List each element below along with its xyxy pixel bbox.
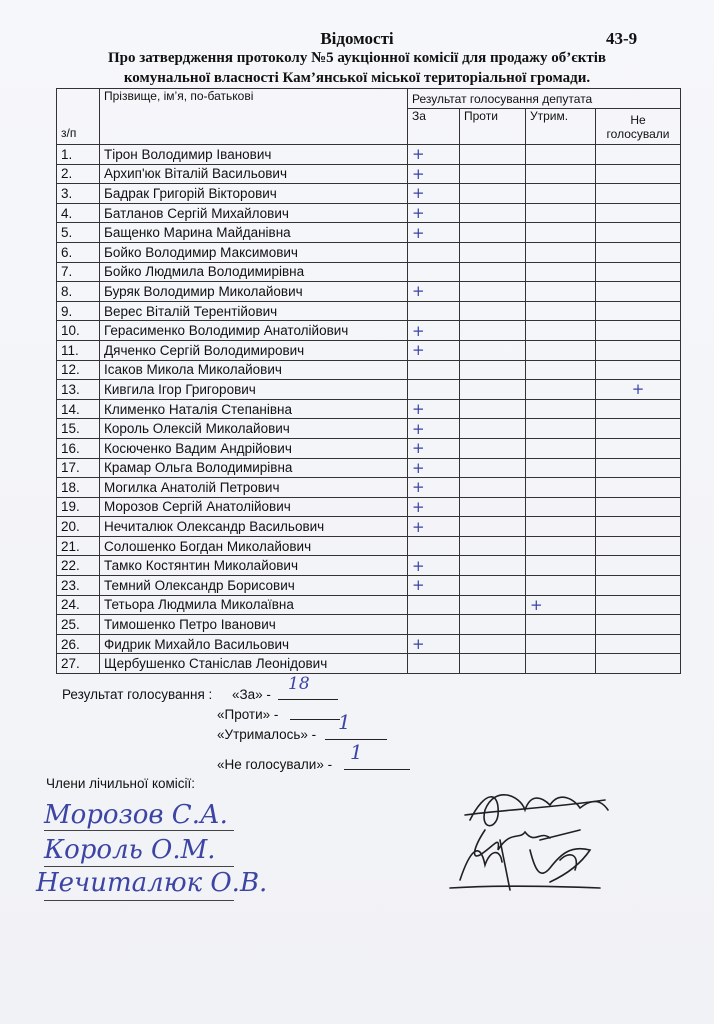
table-row <box>57 458 681 478</box>
row-vote-za <box>408 595 460 615</box>
row-name: Косюченко Вадим Андрійович <box>100 438 408 458</box>
member-signature-2-underline <box>44 866 234 867</box>
row-number: 11. <box>57 340 100 360</box>
row-vote-proty <box>460 595 526 615</box>
row-vote-proty <box>460 340 526 360</box>
row-vote-proty <box>460 654 526 674</box>
row-vote-ne <box>596 301 681 321</box>
row-number: 8. <box>57 282 100 302</box>
col-header-result: Результат голосування депутата <box>408 89 681 109</box>
row-vote-ne <box>596 262 681 282</box>
row-vote-utrym <box>526 203 596 223</box>
table-row <box>57 184 681 204</box>
row-vote-ne <box>596 184 681 204</box>
row-number: 20. <box>57 517 100 537</box>
results-ne-underline <box>344 769 410 770</box>
row-name: Бойко Володимир Максимович <box>100 242 408 262</box>
row-name: Батланов Сергій Михайлович <box>100 203 408 223</box>
row-vote-proty <box>460 399 526 419</box>
row-vote-proty <box>460 419 526 439</box>
table-row <box>57 262 681 282</box>
row-number: 23. <box>57 576 100 596</box>
row-vote-proty <box>460 184 526 204</box>
row-vote-utrym <box>526 321 596 341</box>
row-vote-za: + <box>408 478 460 498</box>
row-vote-proty <box>460 536 526 556</box>
row-number: 12. <box>57 360 100 380</box>
results-utrym-value: 1 <box>338 710 351 734</box>
voting-table <box>56 88 681 674</box>
row-vote-za: + <box>408 419 460 439</box>
row-vote-ne <box>596 282 681 302</box>
row-name: Морозов Сергій Анатолійович <box>100 497 408 517</box>
row-vote-ne <box>596 654 681 674</box>
row-vote-utrym <box>526 419 596 439</box>
col-header-utrym: Утрим. <box>526 109 596 145</box>
row-vote-utrym <box>526 223 596 243</box>
row-vote-proty <box>460 517 526 537</box>
document-subtitle-line1: Про затвердження протоколу №5 аукціонної комісії для продажу об’єктів <box>107 50 606 66</box>
row-name: Тамко Костянтин Миколайович <box>100 556 408 576</box>
row-vote-ne <box>596 478 681 498</box>
row-name: Бойко Людмила Володимирівна <box>100 262 408 282</box>
row-vote-utrym <box>526 438 596 458</box>
row-name: Король Олексій Миколайович <box>100 419 408 439</box>
results-ne-value: 1 <box>350 740 363 764</box>
row-vote-utrym <box>526 184 596 204</box>
row-vote-proty <box>460 556 526 576</box>
row-vote-za: + <box>408 321 460 341</box>
row-number: 2. <box>57 164 100 184</box>
table-row <box>57 615 681 635</box>
table-row <box>57 301 681 321</box>
row-vote-ne <box>596 242 681 262</box>
table-row <box>57 536 681 556</box>
row-vote-ne <box>596 321 681 341</box>
table-row <box>57 478 681 498</box>
row-vote-utrym <box>526 282 596 302</box>
row-vote-utrym: + <box>526 595 596 615</box>
row-vote-za <box>408 242 460 262</box>
row-name: Дяченко Сергій Володимирович <box>100 340 408 360</box>
row-vote-utrym <box>526 242 596 262</box>
row-number: 14. <box>57 399 100 419</box>
table-row <box>57 203 681 223</box>
row-vote-ne <box>596 399 681 419</box>
row-name: Клименко Наталія Степанівна <box>100 399 408 419</box>
row-vote-ne <box>596 517 681 537</box>
row-vote-utrym <box>526 340 596 360</box>
row-vote-ne <box>596 634 681 654</box>
row-vote-za: + <box>408 223 460 243</box>
table-row <box>57 321 681 341</box>
row-name: Буряк Володимир Миколайович <box>100 282 408 302</box>
row-vote-proty <box>460 223 526 243</box>
row-number: 7. <box>57 262 100 282</box>
table-row <box>57 164 681 184</box>
row-vote-utrym <box>526 556 596 576</box>
row-vote-ne <box>596 576 681 596</box>
results-za-value: 18 <box>288 674 310 694</box>
row-vote-za <box>408 615 460 635</box>
col-header-za: За <box>408 109 460 145</box>
row-name: Архип'юк Віталій Васильович <box>100 164 408 184</box>
row-vote-za <box>408 301 460 321</box>
row-vote-ne <box>596 536 681 556</box>
row-name: Кивгила Ігор Григорович <box>100 380 408 400</box>
row-vote-proty <box>460 576 526 596</box>
col-header-ne: Не голосували <box>596 109 681 145</box>
row-vote-proty <box>460 360 526 380</box>
member-signature-1: Морозов С.А. <box>44 800 228 830</box>
row-vote-ne <box>596 340 681 360</box>
member-signature-2: Король О.М. <box>44 835 216 865</box>
row-vote-utrym <box>526 497 596 517</box>
row-vote-ne <box>596 556 681 576</box>
results-proty-underline <box>290 719 340 720</box>
document-subtitle-line2: комунальної власності Кам’янської міської територіальної громади. <box>123 70 591 86</box>
table-row <box>57 438 681 458</box>
table-row <box>57 497 681 517</box>
row-name: Нечиталюк Олександр Васильович <box>100 517 408 537</box>
row-vote-za: + <box>408 282 460 302</box>
results-za-label: «За» - <box>232 687 271 702</box>
row-vote-za: + <box>408 399 460 419</box>
row-vote-za: + <box>408 634 460 654</box>
row-number: 24. <box>57 595 100 615</box>
table-row <box>57 399 681 419</box>
row-number: 21. <box>57 536 100 556</box>
row-vote-proty <box>460 203 526 223</box>
row-vote-proty <box>460 380 526 400</box>
row-name: Тірон Володимир Іванович <box>100 145 408 165</box>
row-vote-ne <box>596 203 681 223</box>
member-signature-1-underline <box>44 830 234 831</box>
row-number: 4. <box>57 203 100 223</box>
row-vote-utrym <box>526 536 596 556</box>
row-vote-proty <box>460 242 526 262</box>
row-vote-ne <box>596 595 681 615</box>
row-name: Герасименко Володимир Анатолійович <box>100 321 408 341</box>
row-vote-ne: + <box>596 380 681 400</box>
table-row <box>57 556 681 576</box>
row-vote-ne <box>596 497 681 517</box>
row-vote-proty <box>460 478 526 498</box>
row-vote-utrym <box>526 615 596 635</box>
row-vote-utrym <box>526 576 596 596</box>
row-vote-ne <box>596 438 681 458</box>
table-row <box>57 340 681 360</box>
member-signature-3: Нечиталюк О.В. <box>36 868 268 898</box>
table-row <box>57 419 681 439</box>
row-vote-za <box>408 360 460 380</box>
table-row <box>57 576 681 596</box>
row-name: Бащенко Марина Майданівна <box>100 223 408 243</box>
results-za-underline <box>278 699 338 700</box>
row-vote-za: + <box>408 203 460 223</box>
row-number: 10. <box>57 321 100 341</box>
row-vote-proty <box>460 145 526 165</box>
row-vote-ne <box>596 615 681 635</box>
row-vote-utrym <box>526 360 596 380</box>
row-number: 5. <box>57 223 100 243</box>
table-row <box>57 634 681 654</box>
row-vote-za: + <box>408 145 460 165</box>
row-name: Темний Олександр Борисович <box>100 576 408 596</box>
row-vote-utrym <box>526 399 596 419</box>
results-ne-label: «Не голосували» - <box>217 757 333 772</box>
row-vote-proty <box>460 615 526 635</box>
row-number: 25. <box>57 615 100 635</box>
row-vote-ne <box>596 164 681 184</box>
col-header-proty: Проти <box>460 109 526 145</box>
table-row <box>57 380 681 400</box>
row-vote-proty <box>460 321 526 341</box>
row-vote-za: + <box>408 556 460 576</box>
results-proty-label: «Проти» - <box>217 707 279 722</box>
row-vote-za: + <box>408 458 460 478</box>
table-row <box>57 145 681 165</box>
table-row <box>57 654 681 674</box>
row-vote-utrym <box>526 380 596 400</box>
row-vote-proty <box>460 438 526 458</box>
row-number: 18. <box>57 478 100 498</box>
row-vote-utrym <box>526 654 596 674</box>
row-vote-proty <box>460 262 526 282</box>
table-row <box>57 360 681 380</box>
row-number: 6. <box>57 242 100 262</box>
row-number: 17. <box>57 458 100 478</box>
table-row <box>57 242 681 262</box>
row-vote-za: + <box>408 517 460 537</box>
row-number: 19. <box>57 497 100 517</box>
row-name: Тетьора Людмила Миколаївна <box>100 595 408 615</box>
members-title: Члени лічильної комісії: <box>46 776 196 791</box>
row-vote-za <box>408 380 460 400</box>
results-utrym-label: «Утрималось» - <box>217 727 317 742</box>
row-vote-utrym <box>526 478 596 498</box>
row-name: Фидрик Михайло Васильович <box>100 634 408 654</box>
table-row <box>57 282 681 302</box>
row-number: 13. <box>57 380 100 400</box>
row-vote-proty <box>460 282 526 302</box>
row-number: 16. <box>57 438 100 458</box>
col-header-number: з/п <box>57 89 100 145</box>
row-name: Бадрак Григорій Вікторович <box>100 184 408 204</box>
row-vote-utrym <box>526 517 596 537</box>
row-vote-za: + <box>408 576 460 596</box>
row-vote-ne <box>596 145 681 165</box>
row-number: 3. <box>57 184 100 204</box>
row-vote-utrym <box>526 458 596 478</box>
row-name: Щербушенко Станіслав Леонідович <box>100 654 408 674</box>
row-number: 1. <box>57 145 100 165</box>
row-number: 15. <box>57 419 100 439</box>
row-name: Солошенко Богдан Миколайович <box>100 536 408 556</box>
row-vote-utrym <box>526 634 596 654</box>
row-vote-utrym <box>526 301 596 321</box>
row-vote-proty <box>460 301 526 321</box>
row-vote-proty <box>460 497 526 517</box>
row-number: 9. <box>57 301 100 321</box>
row-vote-za: + <box>408 164 460 184</box>
member-signature-3-underline <box>44 900 234 901</box>
row-vote-ne <box>596 419 681 439</box>
row-vote-za <box>408 262 460 282</box>
row-vote-za: + <box>408 497 460 517</box>
document-number: 43-9 <box>606 29 638 48</box>
row-number: 27. <box>57 654 100 674</box>
row-vote-ne <box>596 360 681 380</box>
table-row <box>57 517 681 537</box>
row-name: Крамар Ольга Володимирівна <box>100 458 408 478</box>
col-header-name: Прізвище, ім’я, по-батькові <box>100 89 408 145</box>
row-vote-za: + <box>408 340 460 360</box>
row-name: Верес Віталій Терентійович <box>100 301 408 321</box>
row-vote-proty <box>460 164 526 184</box>
row-name: Ісаков Микола Миколайович <box>100 360 408 380</box>
row-vote-utrym <box>526 262 596 282</box>
row-vote-za <box>408 654 460 674</box>
document-title: Відомості <box>320 29 394 48</box>
handwritten-signatures <box>440 770 615 900</box>
table-row <box>57 595 681 615</box>
table-row <box>57 223 681 243</box>
row-name: Могилка Анатолій Петрович <box>100 478 408 498</box>
row-vote-proty <box>460 634 526 654</box>
row-vote-ne <box>596 223 681 243</box>
row-number: 26. <box>57 634 100 654</box>
row-vote-za <box>408 536 460 556</box>
row-vote-proty <box>460 458 526 478</box>
row-vote-utrym <box>526 145 596 165</box>
results-label: Результат голосування : <box>62 687 213 702</box>
row-vote-utrym <box>526 164 596 184</box>
row-vote-za: + <box>408 184 460 204</box>
row-name: Тимошенко Петро Іванович <box>100 615 408 635</box>
row-vote-za: + <box>408 438 460 458</box>
row-number: 22. <box>57 556 100 576</box>
row-vote-ne <box>596 458 681 478</box>
